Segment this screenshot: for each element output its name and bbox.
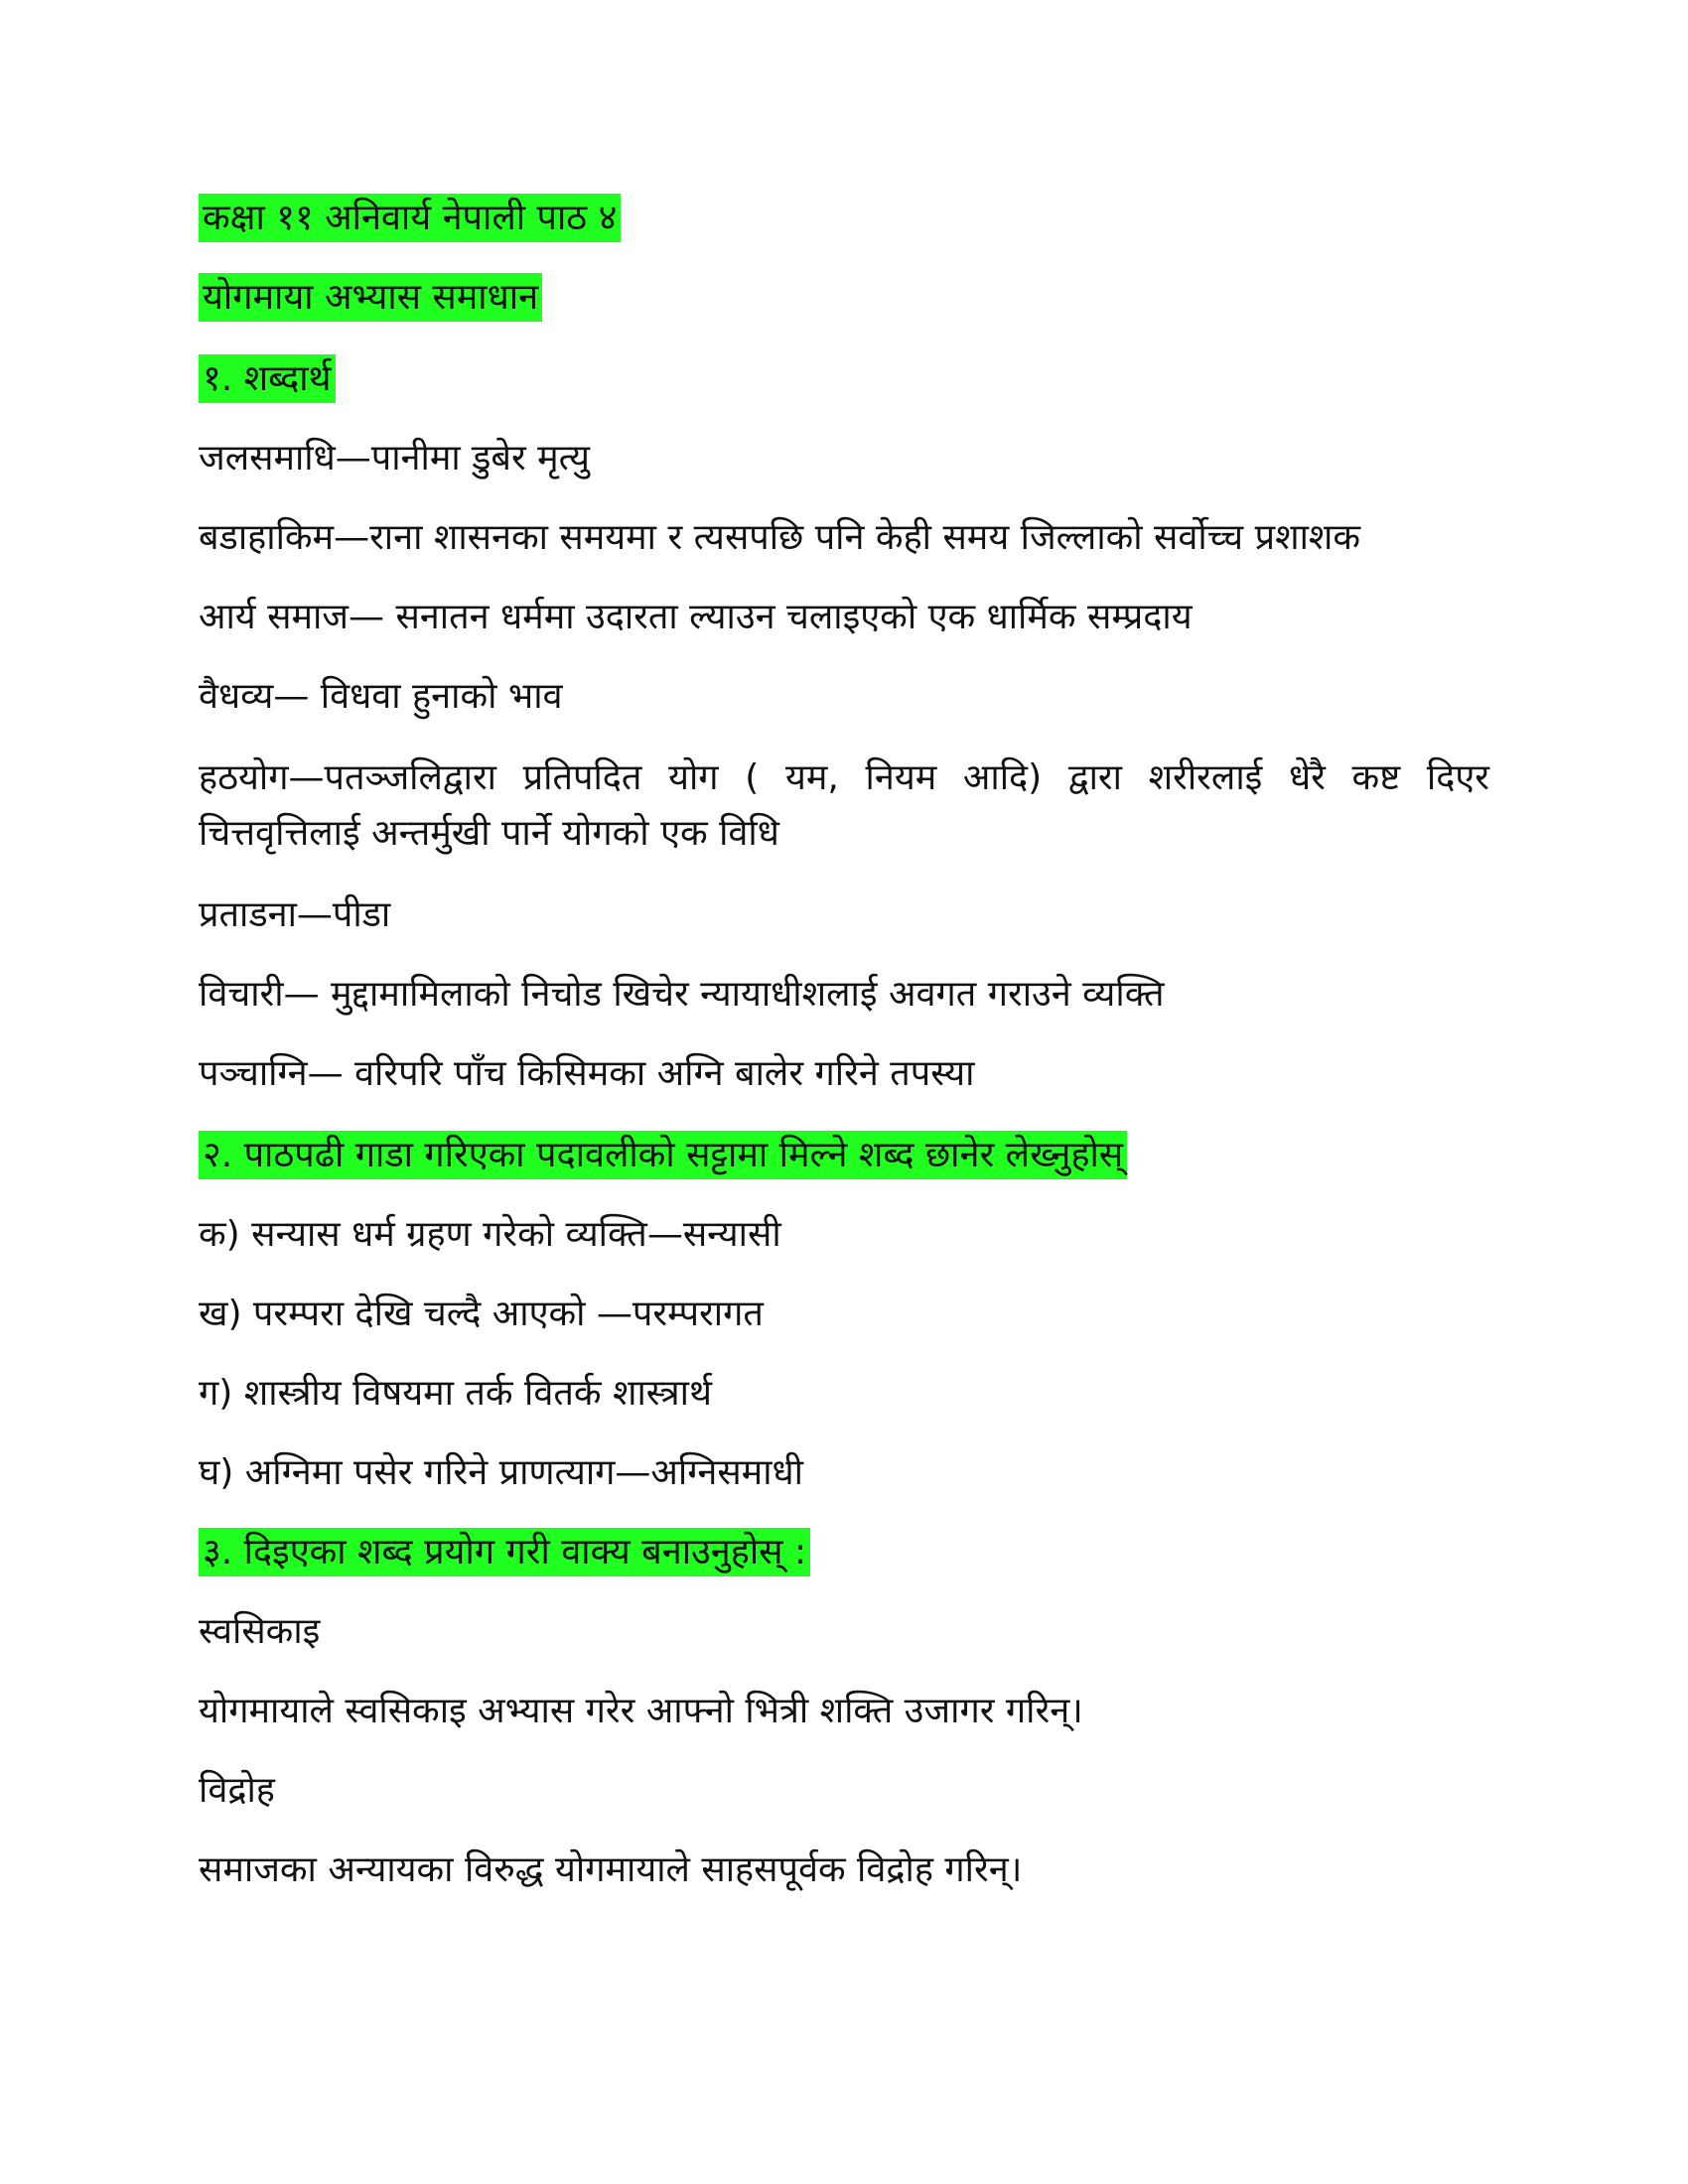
answer-item: ख) परम्परा देखि चल्दै आएको —परम्परागत [199, 1294, 764, 1334]
answer-item: घ) अग्निमा पसेर गरिने प्राणत्याग—अग्निसमाधी [199, 1452, 803, 1493]
example-sentence: योगमायाले स्वसिकाइ अभ्यास गरेर आफ्नो भित्री शक्ति उजागर गरिन्। [199, 1691, 1083, 1731]
word-meaning-item: जलसमाधि—पानीमा डुबेर मृत्यु [199, 438, 590, 478]
example-sentence: समाजका अन्यायका विरुद्ध योगमायाले साहसपूर्वक विद्रोह गरिन्। [199, 1849, 1023, 1890]
answer-item: ग) शास्त्रीय विषयमा तर्क वितर्क शास्त्रार्थ [199, 1373, 712, 1414]
word-meaning-item: वैधव्य— विधवा हुनाको भाव [199, 676, 563, 717]
answer-item: क) सन्यास धर्म ग्रहण गरेको व्यक्ति—सन्यासी [199, 1214, 781, 1255]
doc-subtitle: योगमाया अभ्यास समाधान [199, 274, 542, 322]
word-meaning-item: प्रताडना—पीडा [199, 894, 391, 935]
doc-title: कक्षा ११ अनिवार्य नेपाली पाठ ४ [199, 195, 621, 242]
word-meaning-item: पञ्चाग्नि— वरिपरि पाँच किसिमका अग्नि बालेर गरिने तपस्या [199, 1053, 975, 1094]
section1-heading: १. शब्दार्थ [199, 355, 336, 403]
vocab-word: स्वसिकाइ [199, 1611, 321, 1652]
word-meaning-item: आर्य समाज— सनातन धर्ममा उदारता ल्याउन चलाइएको एक धार्मिक सम्प्रदाय [199, 597, 1193, 637]
word-meaning-item: विचारी— मुद्दामामिलाको निचोड खिचेर न्यायाधीशलाई अवगत गराउने व्यक्ति [199, 974, 1165, 1015]
word-meaning-item: बडाहाकिम—राना शासनका समयमा र त्यसपछि पनि केही समय जिल्लाको सर्वोच्च प्रशाशक [199, 517, 1361, 558]
section2-heading: २. पाठपढी गाडा गरिएका पदावलीको सट्टामा मिल्ने शब्द छानेर लेख्नुहोस् [199, 1132, 1127, 1179]
word-meaning-item: हठयोग—पतञ्जलिद्वारा प्रतिपदित योग ( यम, नियम आदि) द्वारा शरीरलाई धेरै कष्ट दिएर चित्तवृत्तिलाई अन्तर्मुखी पार्ने योगको एक विधि [199, 757, 1489, 854]
vocab-word: विद्रोह [199, 1770, 275, 1811]
section3-heading: ३. दिइएका शब्द प्रयोग गरी वाक्य बनाउनुहोस् : [199, 1529, 810, 1576]
